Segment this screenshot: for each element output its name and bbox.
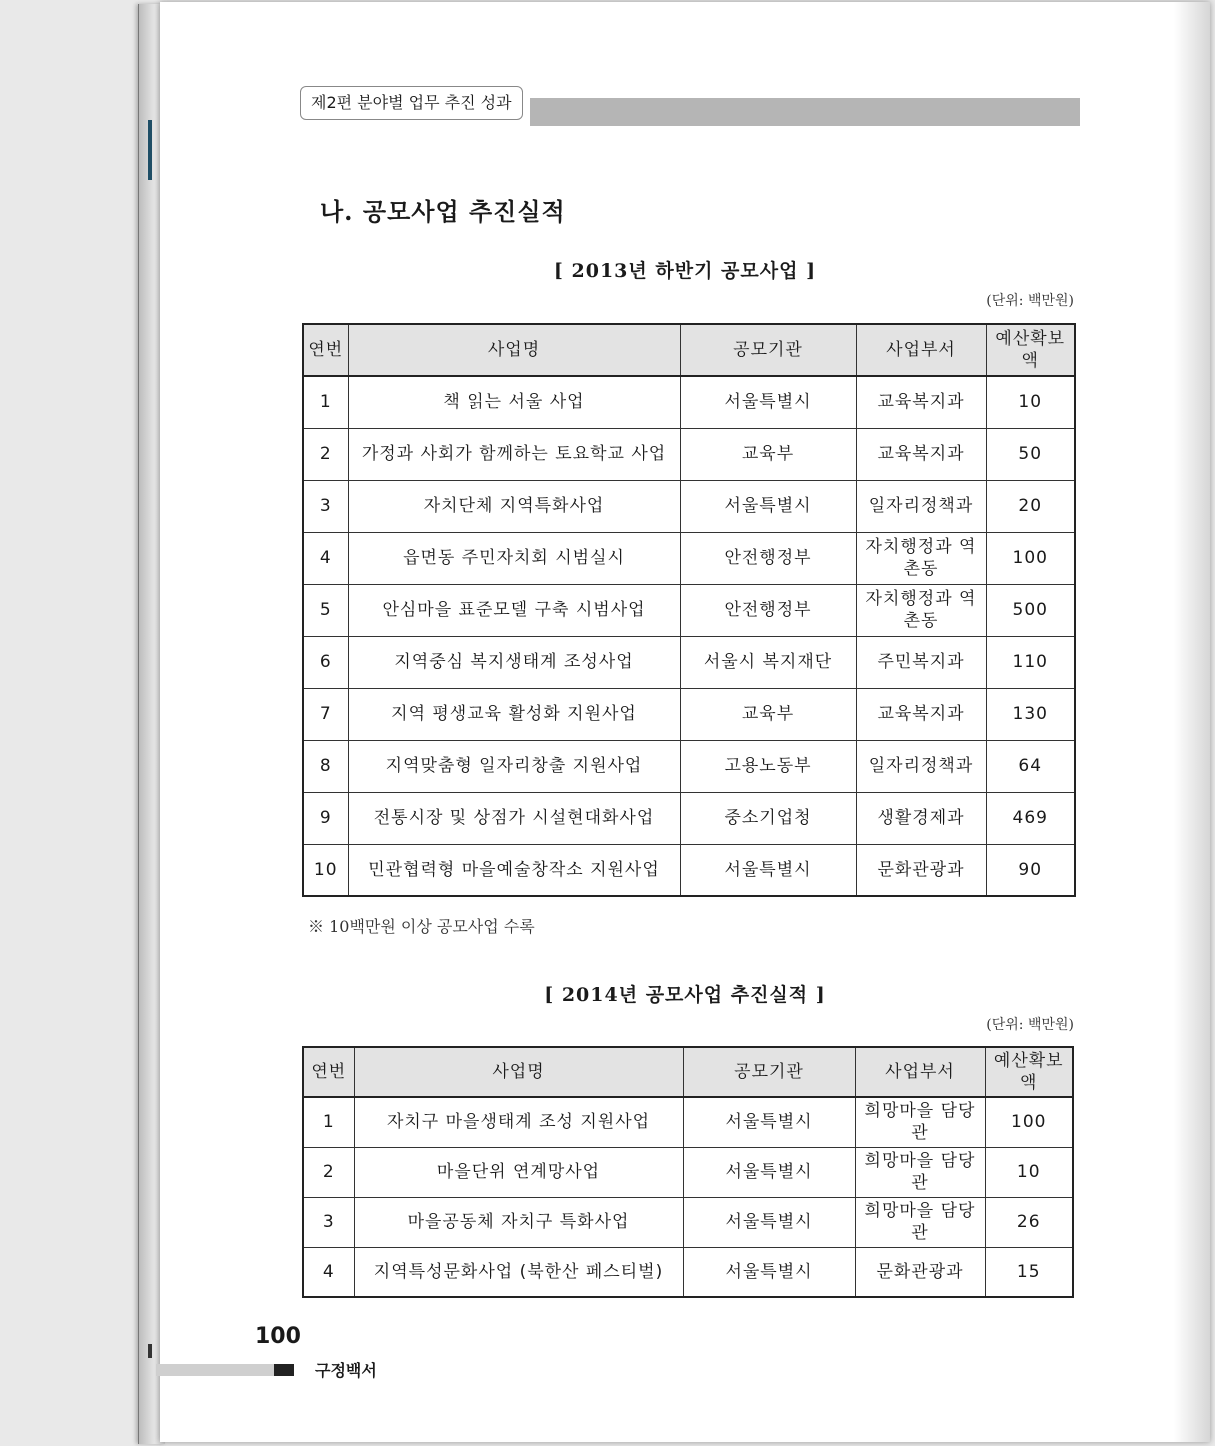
col-header-project: 사업명 — [348, 324, 680, 376]
col-header-number: 연번 — [303, 1047, 354, 1097]
table-2014-unit: (단위: 백만원) — [986, 1017, 1074, 1033]
stack-bookmark — [148, 120, 152, 180]
cell-agency: 안전행정부 — [680, 532, 856, 584]
cell-project: 마을단위 연계망사업 — [354, 1147, 683, 1197]
table-2013-title: [ 2013년 하반기 공모사업 ] — [553, 260, 817, 282]
table-2013-note: ※ 10백만원 이상 공모사업 수록 — [308, 917, 535, 936]
page-number: 100 — [255, 1324, 301, 1349]
cell-project: 지역특성문화사업 (북한산 페스티벌) — [354, 1247, 683, 1297]
cell-number: 10 — [303, 844, 348, 896]
cell-agency: 서울특별시 — [683, 1197, 855, 1247]
cell-department: 문화관광과 — [855, 1247, 985, 1297]
cell-agency: 서울특별시 — [683, 1247, 855, 1297]
cell-department: 희망마을 담당관 — [855, 1147, 985, 1197]
cell-budget: 15 — [985, 1247, 1073, 1297]
table-2014 — [302, 1046, 1074, 1298]
cell-project: 지역중심 복지생태계 조성사업 — [348, 636, 680, 688]
cell-department: 자치행정과 역촌동 — [856, 532, 986, 584]
cell-project: 자치단체 지역특화사업 — [348, 480, 680, 532]
cell-budget: 500 — [986, 584, 1075, 636]
cell-agency: 서울특별시 — [680, 844, 856, 896]
table-row — [303, 740, 1075, 792]
cell-agency: 서울특별시 — [680, 480, 856, 532]
cell-number: 8 — [303, 740, 348, 792]
col-header-number: 연번 — [303, 324, 348, 376]
cell-department: 자치행정과 역촌동 — [856, 584, 986, 636]
table-row — [303, 480, 1075, 532]
cell-budget: 10 — [986, 376, 1075, 428]
cell-number: 1 — [303, 1097, 354, 1147]
cell-number: 3 — [303, 480, 348, 532]
cell-department: 교육복지과 — [856, 688, 986, 740]
header-bar — [530, 98, 1080, 126]
cell-budget: 100 — [985, 1097, 1073, 1147]
table-row — [303, 844, 1075, 896]
document-page — [160, 2, 1210, 1442]
cell-number: 2 — [303, 1147, 354, 1197]
table-row — [303, 532, 1075, 584]
cell-agency: 서울특별시 — [683, 1097, 855, 1147]
col-header-budget: 예산확보액 — [986, 324, 1075, 376]
cell-department: 일자리정책과 — [856, 740, 986, 792]
cell-department: 문화관광과 — [856, 844, 986, 896]
cell-number: 7 — [303, 688, 348, 740]
table-row — [303, 584, 1075, 636]
cell-budget: 20 — [986, 480, 1075, 532]
cell-department: 희망마을 담당관 — [855, 1197, 985, 1247]
cell-budget: 10 — [985, 1147, 1073, 1197]
cell-agency: 안전행정부 — [680, 584, 856, 636]
cell-number: 3 — [303, 1197, 354, 1247]
col-header-department: 사업부서 — [856, 324, 986, 376]
cell-number: 1 — [303, 376, 348, 428]
cell-number: 9 — [303, 792, 348, 844]
table-row — [303, 792, 1075, 844]
section-title: 나. 공모사업 추진실적 — [320, 197, 566, 226]
table-row — [303, 1097, 1073, 1147]
cell-budget: 110 — [986, 636, 1075, 688]
table-row — [303, 1147, 1073, 1197]
stack-bookmark — [148, 1344, 152, 1358]
cell-department: 희망마을 담당관 — [855, 1097, 985, 1147]
cell-department: 교육복지과 — [856, 376, 986, 428]
cell-project: 자치구 마을생태계 조성 지원사업 — [354, 1097, 683, 1147]
table-row — [303, 636, 1075, 688]
cell-project: 민관협력형 마을예술창작소 지원사업 — [348, 844, 680, 896]
chapter-header: 제2편 분야별 업무 추진 성과 — [300, 86, 523, 120]
cell-project: 지역맞춤형 일자리창출 지원사업 — [348, 740, 680, 792]
cell-budget: 26 — [985, 1197, 1073, 1247]
cell-project: 지역 평생교육 활성화 지원사업 — [348, 688, 680, 740]
cell-department: 교육복지과 — [856, 428, 986, 480]
book-title: 구정백서 — [315, 1361, 377, 1380]
cell-agency: 서울시 복지재단 — [680, 636, 856, 688]
col-header-department: 사업부서 — [855, 1047, 985, 1097]
cell-budget: 469 — [986, 792, 1075, 844]
cell-agency: 교육부 — [680, 428, 856, 480]
cell-project: 가정과 사회가 함께하는 토요학교 사업 — [348, 428, 680, 480]
col-header-agency: 공모기관 — [680, 324, 856, 376]
cell-department: 일자리정책과 — [856, 480, 986, 532]
cell-number: 4 — [303, 1247, 354, 1297]
cell-number: 6 — [303, 636, 348, 688]
cell-agency: 고용노동부 — [680, 740, 856, 792]
cell-department: 생활경제과 — [856, 792, 986, 844]
cell-budget: 64 — [986, 740, 1075, 792]
cell-number: 5 — [303, 584, 348, 636]
cell-budget: 90 — [986, 844, 1075, 896]
cell-budget: 50 — [986, 428, 1075, 480]
table-row — [303, 688, 1075, 740]
table-row — [303, 428, 1075, 480]
table-2013 — [302, 323, 1076, 897]
table-row — [303, 376, 1075, 428]
footer-bar — [156, 1364, 292, 1376]
cell-number: 4 — [303, 532, 348, 584]
cell-agency: 중소기업청 — [680, 792, 856, 844]
cell-number: 2 — [303, 428, 348, 480]
table-row — [303, 1247, 1073, 1297]
table-row — [303, 1197, 1073, 1247]
cell-department: 주민복지과 — [856, 636, 986, 688]
col-header-project: 사업명 — [354, 1047, 683, 1097]
page-curl-shadow — [1174, 2, 1210, 1442]
table-2013-unit: (단위: 백만원) — [986, 293, 1074, 309]
cell-project: 마을공동체 자치구 특화사업 — [354, 1197, 683, 1247]
cell-budget: 130 — [986, 688, 1075, 740]
cell-agency: 서울특별시 — [683, 1147, 855, 1197]
table-2014-title: [ 2014년 공모사업 추진실적 ] — [544, 984, 826, 1006]
cell-budget: 100 — [986, 532, 1075, 584]
col-header-agency: 공모기관 — [683, 1047, 855, 1097]
col-header-budget: 예산확보액 — [985, 1047, 1073, 1097]
footer-block — [274, 1364, 294, 1376]
cell-agency: 교육부 — [680, 688, 856, 740]
cell-project: 읍면동 주민자치회 시범실시 — [348, 532, 680, 584]
cell-project: 안심마을 표준모델 구축 시범사업 — [348, 584, 680, 636]
cell-project: 전통시장 및 상점가 시설현대화사업 — [348, 792, 680, 844]
cell-project: 책 읽는 서울 사업 — [348, 376, 680, 428]
cell-agency: 서울특별시 — [680, 376, 856, 428]
